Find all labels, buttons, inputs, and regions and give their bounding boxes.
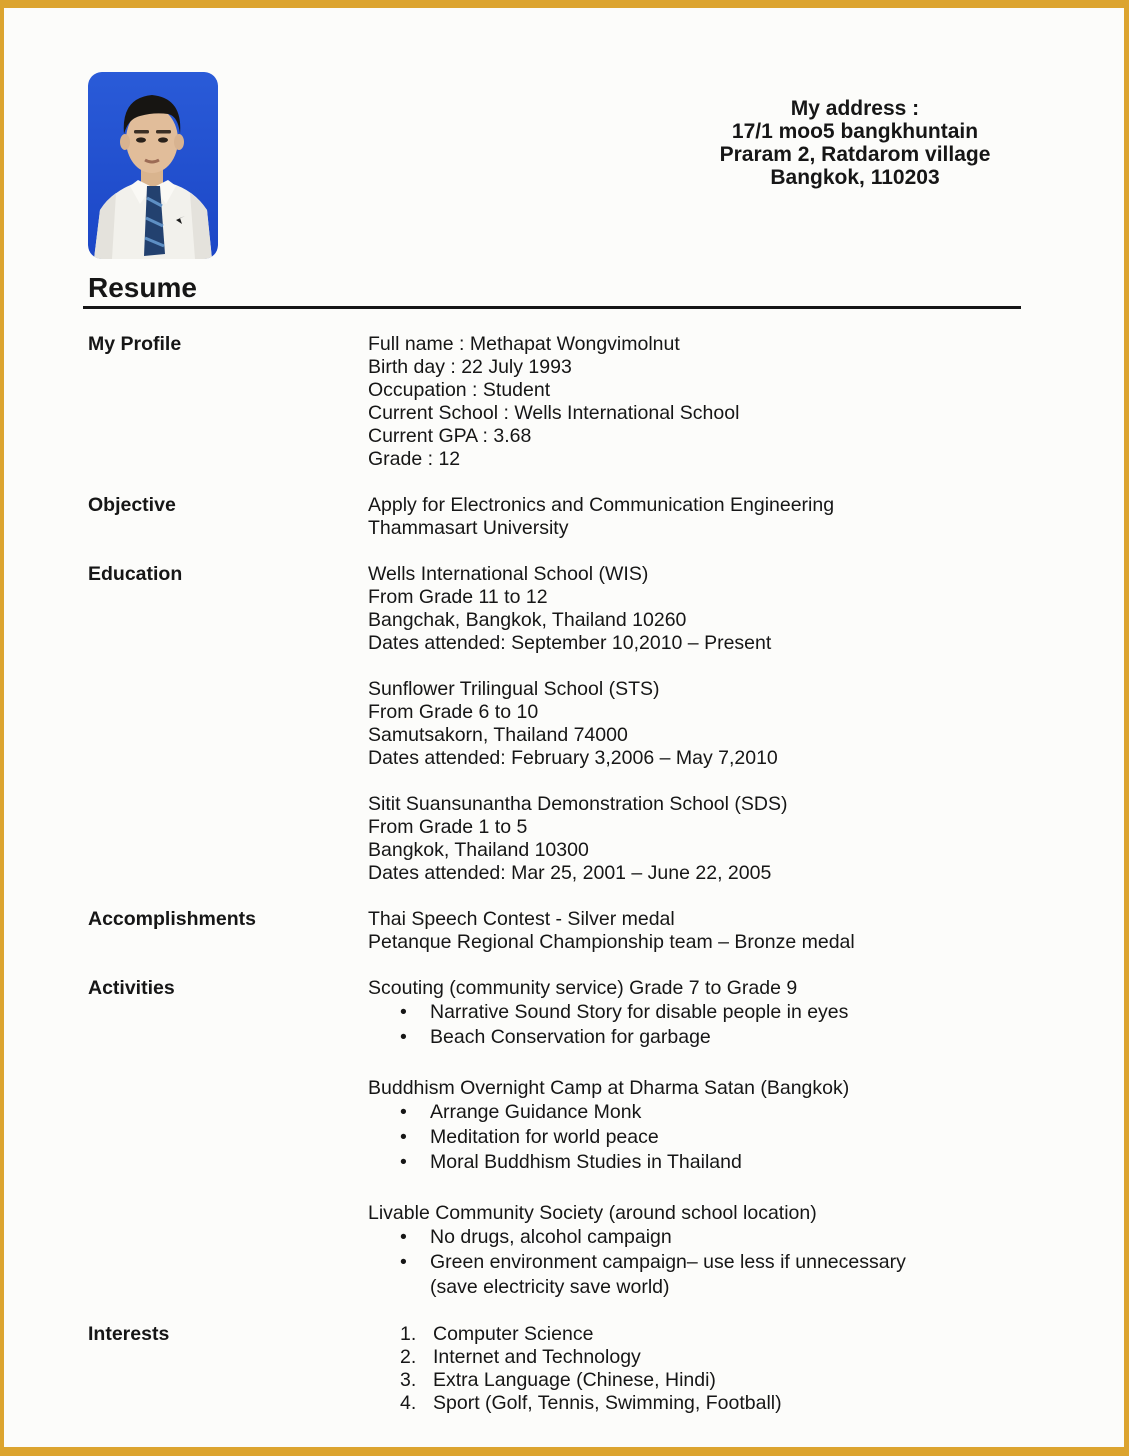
interest-text: Computer Science (433, 1323, 594, 1345)
bullet-icon: • (400, 1126, 407, 1148)
activity-group (368, 1202, 1068, 1300)
list-item (368, 1369, 1068, 1392)
education-line: Dates attended: Mar 25, 2001 – June 22, 2005 (368, 862, 772, 884)
education-line: Wells International School (WIS) (368, 563, 649, 585)
list-number: 3. (400, 1369, 417, 1391)
list-item (368, 1392, 1068, 1415)
education-entry (368, 793, 1068, 885)
activity-group (368, 1077, 1068, 1175)
section-interests (88, 1323, 1068, 1415)
education-entry (368, 678, 1068, 770)
profile-line: Full name : Methapat Wongvimolnut (368, 333, 680, 355)
section-content (368, 1323, 1068, 1415)
list-number: 4. (400, 1392, 417, 1414)
education-line: Dates attended: February 3,2006 – May 7,2010 (368, 747, 778, 769)
section-label: Activities (88, 977, 175, 999)
bullet-text: Beach Conservation for garbage (430, 1026, 711, 1048)
bullet-icon: • (400, 1001, 407, 1023)
list-number: 2. (400, 1346, 417, 1368)
portrait-photo (88, 72, 218, 259)
section-my-profile (88, 333, 1068, 471)
education-line: Samutsakorn, Thailand 74000 (368, 724, 628, 746)
list-item (368, 1000, 1068, 1025)
list-item (368, 1125, 1068, 1150)
section-content (368, 333, 1068, 471)
education-entry (368, 563, 1068, 655)
education-line: Sunflower Trilingual School (STS) (368, 678, 660, 700)
bullet-text: Arrange Guidance Monk (430, 1101, 642, 1123)
section-activities (88, 977, 1068, 1300)
section-education (88, 563, 1068, 885)
list-item (368, 1250, 1068, 1275)
bullet-icon: • (400, 1251, 407, 1273)
bullet-icon: • (400, 1026, 407, 1048)
activity-heading: Livable Community Society (around school location) (368, 1202, 817, 1224)
section-label: Interests (88, 1323, 170, 1345)
bullet-text: Meditation for world peace (430, 1126, 659, 1148)
address-line: My address : (790, 97, 920, 120)
education-line: From Grade 6 to 10 (368, 701, 539, 723)
section-objective (88, 494, 1068, 540)
list-item (368, 1346, 1068, 1369)
list-item (368, 1100, 1068, 1125)
list-item (368, 1150, 1068, 1175)
address-line: Praram 2, Ratdarom village (719, 143, 991, 166)
list-item (368, 1225, 1068, 1250)
education-line: From Grade 1 to 5 (368, 816, 528, 838)
bullet-text: Green environment campaign– use less if unnecessary (430, 1251, 906, 1273)
education-line: From Grade 11 to 12 (368, 586, 548, 608)
address-line: 17/1 moo5 bangkhuntain (731, 120, 979, 143)
section-accomplishments (88, 908, 1068, 954)
objective-line: Apply for Electronics and Communication Engineering (368, 494, 835, 516)
address-line: Bangkok, 110203 (770, 166, 940, 189)
activity-group (368, 977, 1068, 1050)
bullet-icon: • (400, 1151, 407, 1173)
activity-heading: Scouting (community service) Grade 7 to Grade 9 (368, 977, 798, 999)
bullet-icon: • (400, 1226, 407, 1248)
profile-line: Birth day : 22 July 1993 (368, 356, 572, 378)
section-label: Accomplishments (88, 908, 256, 930)
list-item (368, 1025, 1068, 1050)
profile-line: Current GPA : 3.68 (368, 425, 532, 447)
resume-body (88, 333, 1068, 1438)
interest-text: Extra Language (Chinese, Hindi) (433, 1369, 716, 1391)
section-label: My Profile (88, 333, 182, 355)
education-line: Dates attended: September 10,2010 – Present (368, 632, 772, 654)
bullet-text: Moral Buddhism Studies in Thailand (430, 1151, 742, 1173)
education-line: Bangkok, Thailand 10300 (368, 839, 589, 861)
profile-line: Grade : 12 (368, 448, 461, 470)
list-item (368, 1323, 1068, 1346)
section-content (368, 908, 1068, 954)
page-title: Resume (88, 272, 197, 303)
section-label: Objective (88, 494, 176, 516)
profile-line: Occupation : Student (368, 379, 551, 401)
section-content (368, 563, 1068, 885)
address-block (660, 97, 1050, 189)
section-label: Education (88, 563, 183, 585)
interest-text: Sport (Golf, Tennis, Swimming, Football) (433, 1392, 782, 1414)
bullet-icon: • (400, 1101, 407, 1123)
education-line: Bangchak, Bangkok, Thailand 10260 (368, 609, 687, 631)
list-number: 1. (400, 1323, 417, 1345)
profile-line: Current School : Wells International School (368, 402, 740, 424)
bullet-text: Narrative Sound Story for disable people in eyes (430, 1001, 849, 1023)
bullet-continuation: (save electricity save world) (430, 1276, 670, 1298)
title-underline-divider (83, 306, 1021, 309)
activity-heading: Buddhism Overnight Camp at Dharma Satan (Bangkok) (368, 1077, 850, 1099)
accomplishment-line: Thai Speech Contest - Silver medal (368, 908, 675, 930)
education-line: Sitit Suansunantha Demonstration School (SDS) (368, 793, 788, 815)
section-content (368, 977, 1068, 1300)
section-content (368, 494, 1068, 540)
accomplishment-line: Petanque Regional Championship team – Bronze medal (368, 931, 855, 953)
objective-line: Thammasart University (368, 517, 569, 539)
interest-text: Internet and Technology (433, 1346, 641, 1368)
bullet-text: No drugs, alcohol campaign (430, 1226, 672, 1248)
